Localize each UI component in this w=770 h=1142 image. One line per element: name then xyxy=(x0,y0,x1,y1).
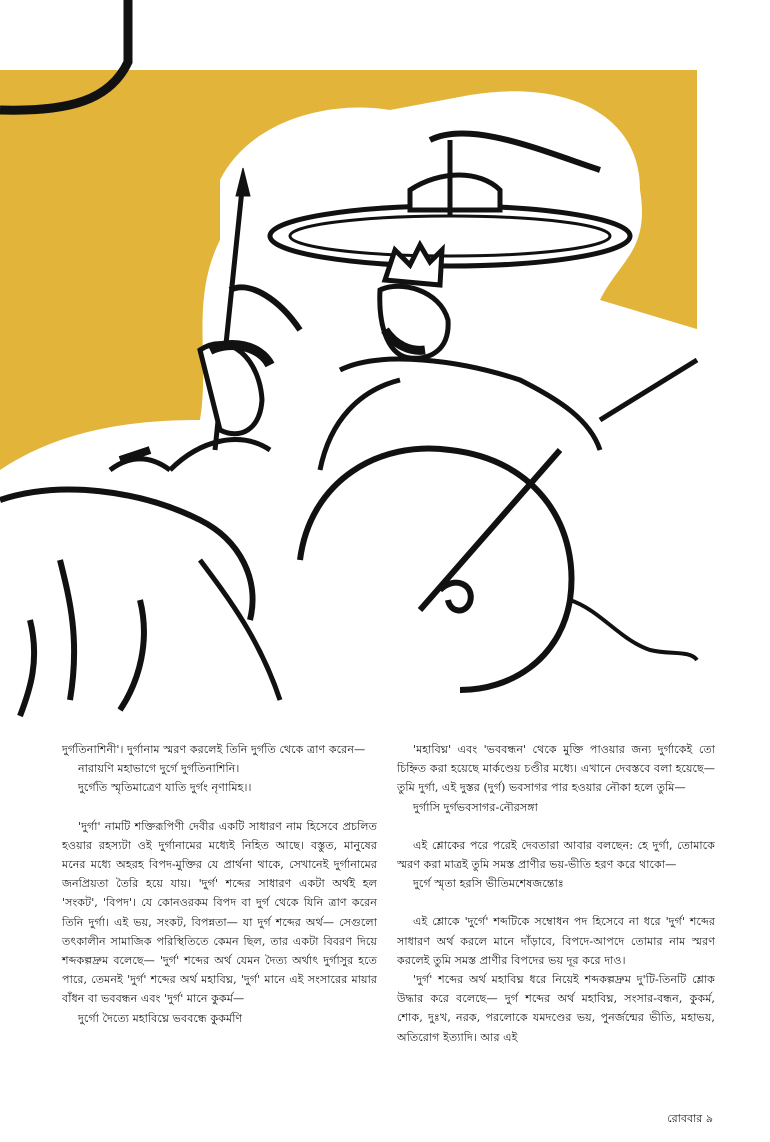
verse-line: নারায়ণি মহাভাগে দুর্গে দুর্গতিনাশিনি। xyxy=(78,762,240,776)
paragraph: এই শ্লোকের পরে পরেই দেবতারা আবার বলছেন: হে দুর্গা, তোমাকে স্মরণ করা মাত্রই তুমি সমস্ত প্রাণীর ভয়-ভীতি হরণ করে থাকো— xyxy=(397,838,715,872)
paragraph: এই শ্লোকে 'দুর্গে' শব্দটিকে সম্বোধন পদ হিসেবে না ধরে 'দুর্গ' শব্দের সাধারণ অর্থ করলে মানে দাঁড়াবে, বিপদে-আপদে তোমার নাম স্মরণ করলেই তুমি সমস্ত প্রাণীর বিপদের ভয় দূর করে দাও। xyxy=(397,915,715,967)
verse-line: দুর্গেতি স্মৃতিমাত্রেণ যাতি দুর্গং নৃণামিহ।। xyxy=(78,781,252,795)
verse-line: দুর্গো দৈত্যে মহাবিঘ্নে ভববন্ধে কুকর্মণি xyxy=(78,1011,243,1025)
paragraph: 'দুর্গা' নামটি শক্তিরূপিণী দেবীর একটি সাধারণ নাম হিসেবে প্রচলিত হওয়ার রহস্যটা ওই দুর্গানামের মধ্যেই নিহিত আছে। বস্তুত, মানুষের মনের মধ্যে অহরহ বিপদ-মুক্তির যে প্রার্থনা থাকে, সেখানেই দুর্গানামের জনপ্রিয়তা তৈরি হয়ে যায়। 'দুর্গ' শব্দের সাধারণ একটা অর্থই হল 'সংকট', 'বিপদ'। যে কোনওরকম বিপদ বা দুর্গ থেকে যিনি ত্রাণ করেন তিনি দুর্গা। এই ভয়, সংকট, বিপন্নতা— যা দুর্গ শব্দের অর্থ— সেগুলো তৎকালীন সামাজিক পরিস্থিতিতে কেমন ছিল, তার একটা বিবরণ দিয়ে শব্দকল্পদ্রুম বলেছে— 'দুর্গ' শব্দের অর্থ যেমন দৈত্য অর্থাৎ দুর্গাসুর হতে পারে, তেমনই 'দুর্গ' শব্দের অর্থ মহাবিঘ্ন, 'দুর্গ' মানে এই সংসারের মায়ার বাঁধন বা ভববন্ধন এবং 'দুর্গ' মানে কুকর্ম— xyxy=(62,819,377,1006)
right-text-column xyxy=(397,740,715,1047)
left-text-column xyxy=(62,740,377,1028)
paragraph: দুর্গতিনাশিনী'। দুর্গানাম স্মরণ করলেই তিনি দুর্গতি থেকে ত্রাণ করেন— xyxy=(62,743,366,756)
paragraph: 'দুর্গ' শব্দের অর্থ মহাবিঘ্ন ধরে নিয়েই শব্দকল্পদ্রুম দু'টি-তিনটি শ্লোক উদ্ধার করে বলেছে— দুর্গ শব্দের অর্থ মহাবিঘ্ন, সংসার-বন্ধন, কুকর্ম, শোক, দুঃখ, নরক, পরলোকে যমদণ্ডের ভয়, পুনর্জন্মের ভীতি, মহাভয়, অতিরোগ ইত্যাদি। আর এই xyxy=(397,973,715,1044)
page-footer: রোববার ৯ xyxy=(667,1112,713,1125)
paragraph: 'মহাবিঘ্ন' এবং 'ভববন্ধন' থেকে মুক্তি পাওয়ার জন্য দুর্গাকেই তো চিহ্নিত করা হয়েছে মার্কণ্ডেয় চণ্ডীর মধ্যে। এখানে দেবস্তবে বলা হয়েছে— তুমি দুর্গা, এই দুস্তর (দুর্গ) ভবসাগর পার হওয়ার নৌকা হলে তুমি— xyxy=(397,743,715,795)
verse-line: দুর্গাসি দুর্গভবসাগর-নৌরসঙ্গা xyxy=(413,800,538,814)
verse-line: দুর্গে স্মৃতা হরসি ভীতিমশেষজন্তোঃ xyxy=(413,877,564,891)
